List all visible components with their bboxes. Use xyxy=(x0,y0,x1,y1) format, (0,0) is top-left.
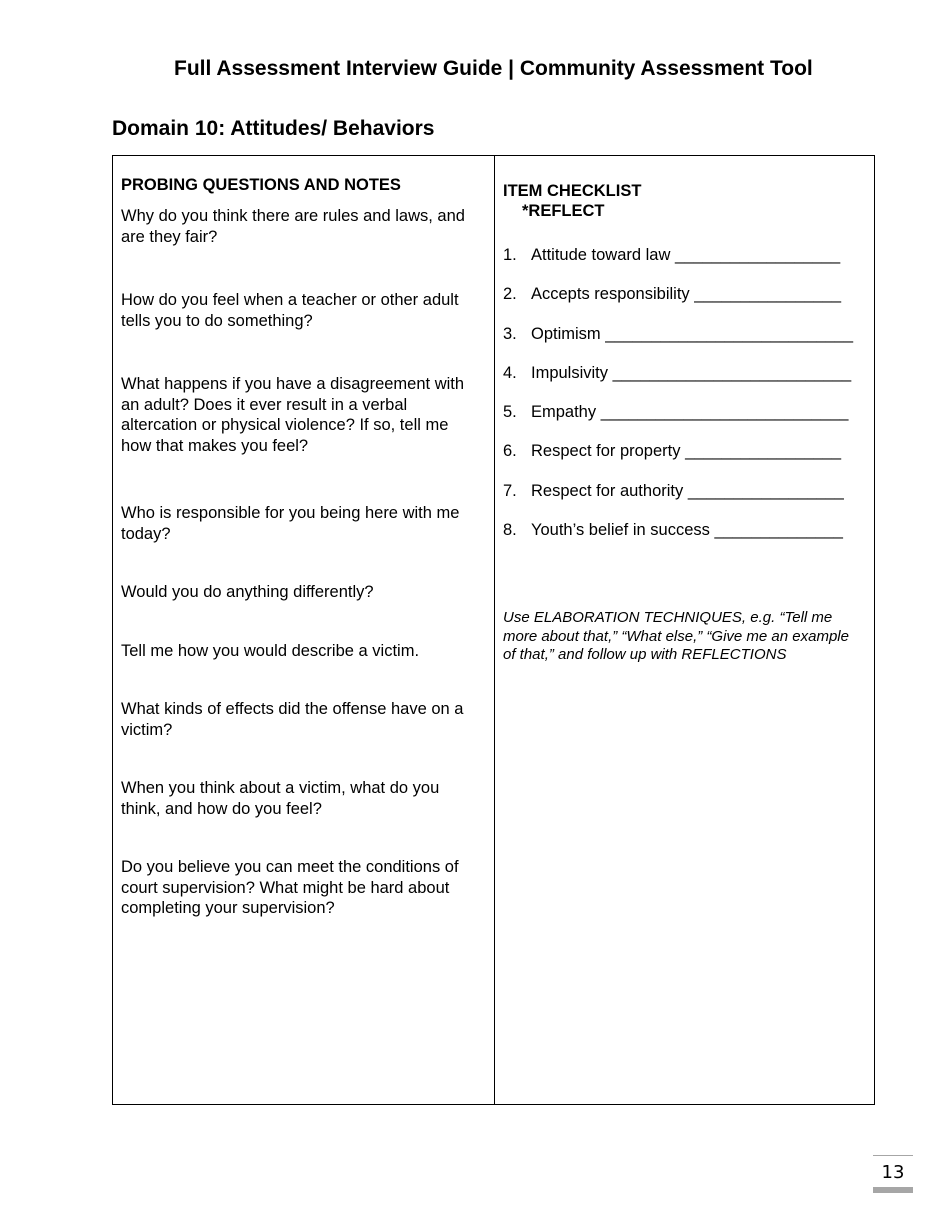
domain-title: Domain 10: Attitudes/ Behaviors xyxy=(112,117,435,140)
checklist-item: 3. Optimism ___________________________ xyxy=(503,324,854,343)
page-number: 13 xyxy=(881,1162,905,1183)
checklist-item: 5. Empathy ___________________________ xyxy=(503,403,849,422)
probing-questions-column xyxy=(121,176,481,919)
page-number-box xyxy=(873,1155,913,1193)
checklist-items xyxy=(503,245,868,559)
item-checklist-heading: ITEM CHECKLIST xyxy=(503,182,642,200)
checklist-item: 8. Youth’s belief in success ______________ xyxy=(503,521,843,540)
checklist-item: 2. Accepts responsibility ________________ xyxy=(503,285,842,304)
question-item: What happens if you have a disagreement with an adult? Does it ever result in a verbal altercation or physical violence? If so, tell me how that makes you feel? xyxy=(121,375,465,455)
checklist-item: 4. Impulsivity __________________________ xyxy=(503,363,852,382)
page-number-bar xyxy=(873,1187,913,1193)
question-item: Why do you think there are rules and laws, and are they fair? xyxy=(121,207,465,246)
question-item: Who is responsible for you being here with me today? xyxy=(121,504,460,543)
assessment-table xyxy=(112,155,875,1105)
question-item: Would you do anything differently? xyxy=(121,583,374,601)
checklist-item: 1. Attitude toward law __________________ xyxy=(503,246,841,264)
item-checklist-column xyxy=(503,181,868,665)
column-divider xyxy=(494,156,495,1104)
checklist-item: 6. Respect for property _________________ xyxy=(503,442,842,461)
document-header: Full Assessment Interview Guide | Community Assessment Tool xyxy=(174,57,813,80)
probing-questions-heading: PROBING QUESTIONS AND NOTES xyxy=(121,176,401,194)
question-item: How do you feel when a teacher or other adult tells you to do something? xyxy=(121,291,459,330)
question-item: When you think about a victim, what do you think, and how do you feel? xyxy=(121,779,440,818)
question-item: What kinds of effects did the offense have on a victim? xyxy=(121,700,464,739)
question-item: Do you believe you can meet the conditions of court supervision? What might be hard about completing your supervision? xyxy=(121,858,459,917)
reflect-subheading: *REFLECT xyxy=(522,202,605,220)
question-item: Tell me how you would describe a victim. xyxy=(121,641,420,660)
checklist-item: 7. Respect for authority _________________ xyxy=(503,481,844,500)
elaboration-note: Use ELABORATION TECHNIQUES, e.g. “Tell me more about that,” “What else,” “Give me an example of that,” and follow up with REFLECTIONS xyxy=(503,609,849,664)
